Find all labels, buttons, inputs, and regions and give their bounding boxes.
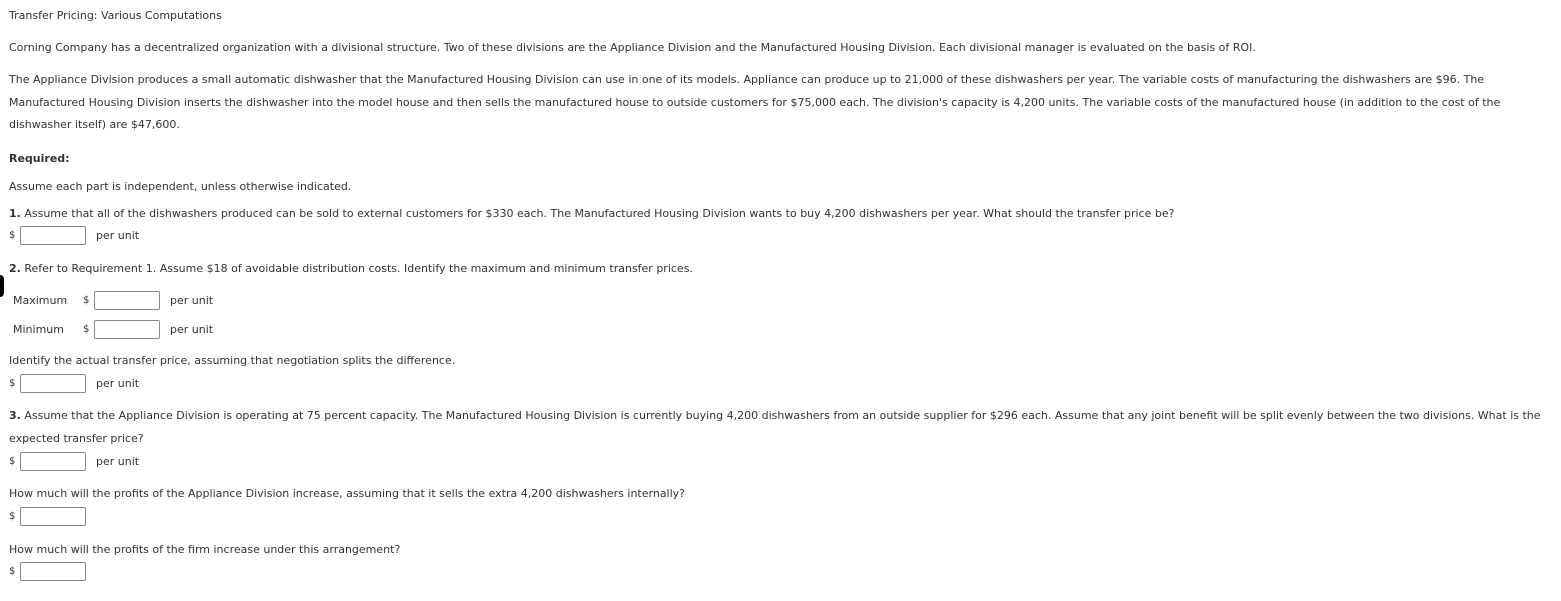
dollar-sign: $	[9, 378, 16, 389]
appliance-profit-question: How much will the profits of the Appliance Division increase, assuming that it sells the extra 4,200 dishwashers internally?	[9, 487, 686, 500]
intro-paragraph: Corning Company has a decentralized organization with a divisional structure. Two of these divisions are the Appliance Division and the Manufactured Housing Division. Each divisional manager is evaluated on the basis of ROI.	[9, 41, 1256, 54]
dollar-sign: $	[9, 511, 16, 522]
required-heading: Required:	[9, 152, 70, 165]
q3-expected-transfer-price-input[interactable]	[20, 452, 86, 471]
per-unit-label: per unit	[170, 323, 214, 336]
per-unit-label: per unit	[96, 229, 140, 242]
dollar-sign: $	[9, 456, 16, 467]
dollar-sign: $	[9, 566, 16, 577]
page-title: Transfer Pricing: Various Computations	[9, 9, 222, 22]
q2-maximum-row	[9, 290, 213, 311]
dollar-sign: $	[83, 324, 90, 335]
left-edge-marker	[0, 275, 4, 297]
per-unit-label: per unit	[96, 455, 140, 468]
appliance-profit-increase-input[interactable]	[20, 507, 86, 526]
q2-actual-price-question: Identify the actual transfer price, assuming that negotiation splits the difference.	[9, 354, 456, 367]
dollar-sign: $	[83, 295, 90, 306]
question-3-text: Assume that the Appliance Division is operating at 75 percent capacity. The Manufactured Housing Division is currently buying 4,200 dishwashers from an outside supplier for $296 each. Assume that any joint benefit will be split evenly between the two divisions. What is the expected transfer price?	[9, 409, 1541, 445]
question-3-number: 3.	[9, 409, 21, 422]
firm-profit-increase-input[interactable]	[20, 562, 86, 581]
dishwasher-paragraph: The Appliance Division produces a small automatic dishwasher that the Manufactured Housing Division can use in one of its models. Appliance can produce up to 21,000 of these dishwashers per year. The variable costs of manufacturing the dishwashers are $96. The Manufactured Housing Division inserts the dishwasher into the model house and then sells the manufactured house to outside customers for $75,000 each. The division's capacity is 4,200 units. The variable costs of the manufactured house (in addition to the cost of the dishwasher itself) are $47,600.	[9, 73, 1501, 131]
q2-actual-transfer-price-input[interactable]	[20, 374, 86, 393]
question-3	[9, 405, 1554, 450]
appliance-profit-answer-row	[9, 506, 86, 527]
q1-transfer-price-input[interactable]	[20, 226, 86, 245]
question-1-number: 1.	[9, 207, 21, 220]
question-1	[9, 207, 1174, 221]
firm-profit-answer-row	[9, 561, 86, 582]
firm-profit-question: How much will the profits of the firm increase under this arrangement?	[9, 543, 401, 556]
q1-answer-row	[9, 225, 139, 246]
question-2-number: 2.	[9, 262, 21, 275]
dollar-sign: $	[9, 230, 16, 241]
question-2	[9, 262, 693, 276]
q2-actual-answer-row	[9, 373, 139, 394]
minimum-label: Minimum	[13, 323, 64, 336]
q3-answer-row	[9, 451, 139, 472]
independent-note: Assume each part is independent, unless otherwise indicated.	[9, 180, 352, 193]
maximum-label: Maximum	[13, 294, 68, 307]
per-unit-label: per unit	[170, 294, 214, 307]
question-1-text: Assume that all of the dishwashers produced can be sold to external customers for $330 each. The Manufactured Housing Division wants to buy 4,200 dishwashers per year. What should the transfer price be?	[24, 207, 1175, 220]
q2-minimum-input[interactable]	[94, 320, 160, 339]
q2-maximum-input[interactable]	[94, 291, 160, 310]
question-2-text: Refer to Requirement 1. Assume $18 of avoidable distribution costs. Identify the maximum and minimum transfer prices.	[24, 262, 693, 275]
q2-minimum-row	[9, 319, 213, 340]
per-unit-label: per unit	[96, 377, 140, 390]
